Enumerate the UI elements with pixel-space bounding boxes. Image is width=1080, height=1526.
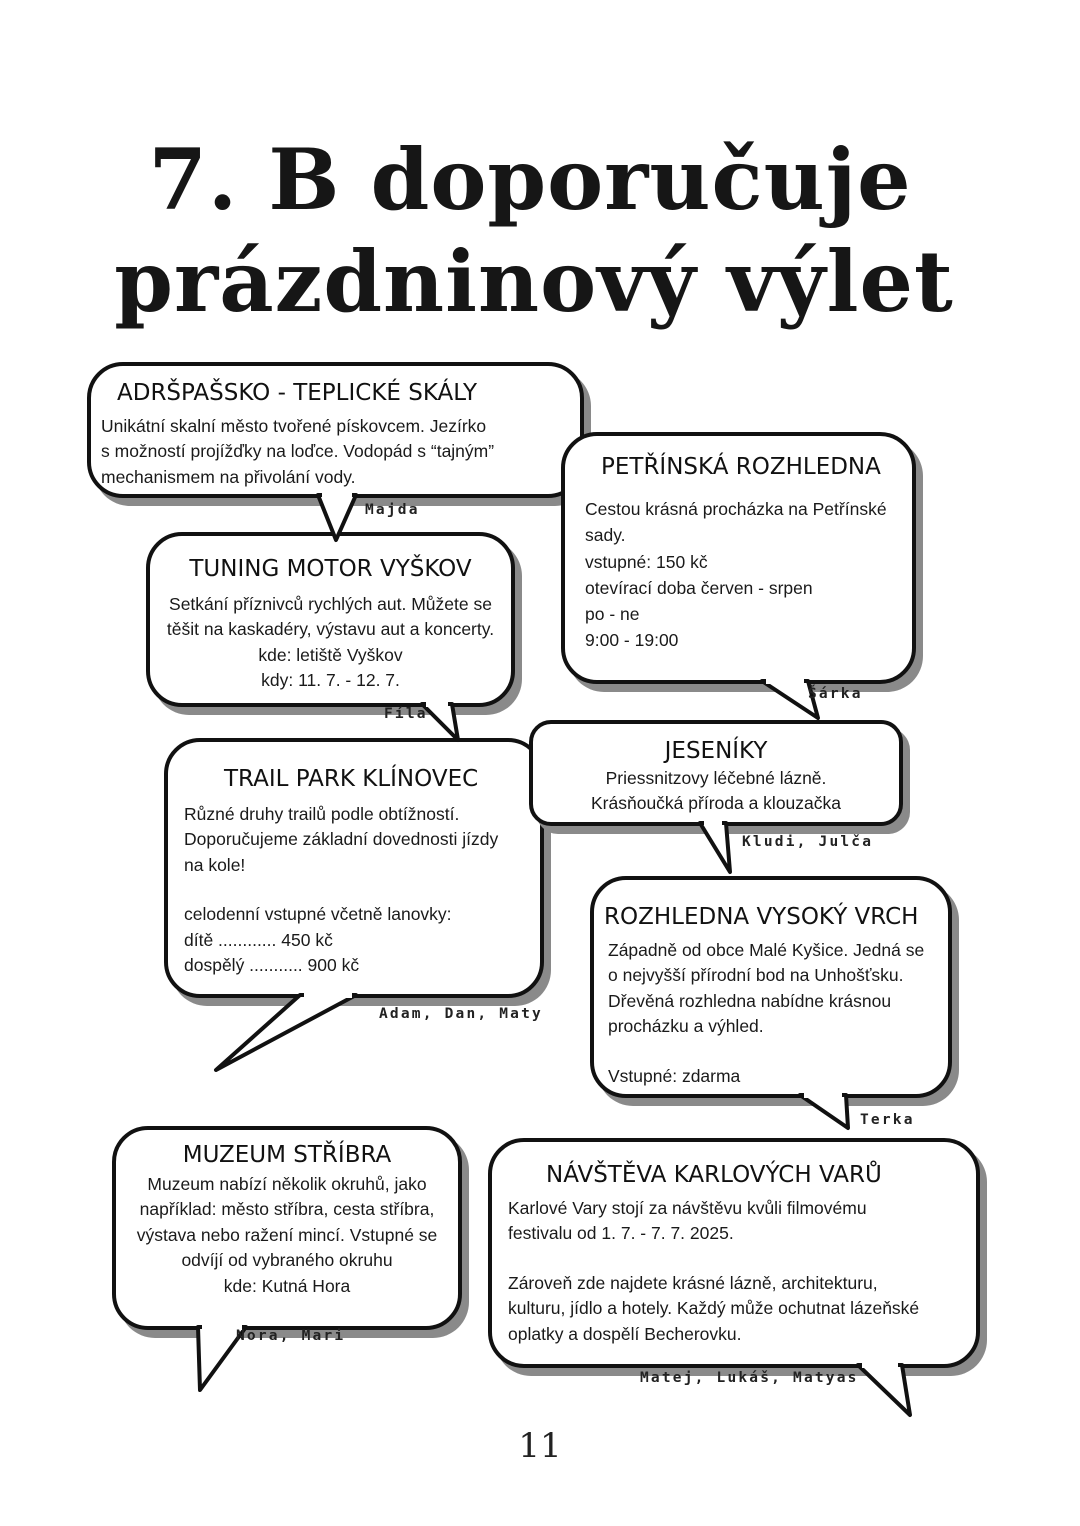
text-line: těšit na kaskadéry, výstavu aut a koncerty. xyxy=(166,619,495,640)
text-line: Setkání příznivců rychlých aut. Můžete se xyxy=(169,594,492,614)
page-number: 11 xyxy=(518,1426,562,1466)
text-line: odvíjí od vybraného okruhu xyxy=(181,1250,393,1271)
bubble-title: MUZEUM STŘÍBRA xyxy=(182,1142,392,1168)
author-matej-lukas-matyas: Matej, Lukáš, Matyas xyxy=(640,1370,859,1386)
tail-trail xyxy=(216,995,356,1070)
text-line: vstupné: 150 kč xyxy=(585,551,708,572)
text-line: Krásňoučká příroda a klouzačka xyxy=(591,793,841,814)
text-line: na kole! xyxy=(184,854,246,875)
text-line: celodenní vstupné včetně lanovky: xyxy=(184,904,452,925)
text-line: Dřevěná rozhledna nabídne krásnou xyxy=(608,990,892,1011)
text-line: s možností projížďky na loďce. Vodopád s “tajným” xyxy=(101,441,495,462)
author-terka: Terka xyxy=(860,1112,915,1128)
tail-jeseniky xyxy=(700,823,730,872)
text-line: sady. xyxy=(585,525,626,546)
text-line: Karlové Vary stojí za návštěvu kvůli filmovému xyxy=(508,1198,867,1218)
author-nora-mari: Nora, Mari xyxy=(236,1328,346,1344)
text-line: výstava nebo ražení mincí. Vstupné se xyxy=(136,1224,438,1245)
bubble-title: PETŘÍNSKÁ ROZHLEDNA xyxy=(601,454,881,480)
tail-vysoky xyxy=(800,1095,848,1128)
text-line: otevírací doba červen - srpen xyxy=(585,577,813,598)
text-line: kdy: 11. 7. - 12. 7. xyxy=(261,670,400,691)
author-majda: Majda xyxy=(365,502,420,518)
text-line: festivalu od 1. 7. - 7. 7. 2025. xyxy=(508,1223,734,1244)
text-line: oplatky a dospělí Becherovku. xyxy=(508,1323,742,1344)
text-line: kulturu, jídlo a hotely. Každý může ochutnat lázeňské xyxy=(508,1298,920,1319)
text-line: Zároveň zde najdete krásné lázně, architekturu, xyxy=(508,1272,878,1293)
bubble-title: ADRŠPAŠSKO - TEPLICKÉ SKÁLY xyxy=(117,380,478,406)
text-line: kde: Kutná Hora xyxy=(223,1275,351,1296)
text-line: dítě ............ 450 kč xyxy=(184,929,333,950)
tail-adrspach xyxy=(318,495,356,540)
text-line: Doporučujeme základní dovednosti jízdy xyxy=(184,829,499,850)
text-line: Vstupné: zdarma xyxy=(608,1065,741,1086)
text-line: po - ne xyxy=(585,604,640,624)
bubble-title: JESENÍKY xyxy=(664,738,768,764)
bubble-title: ROZHLEDNA VYSOKÝ VRCH xyxy=(604,904,919,930)
author-fila: Fíla xyxy=(384,706,428,722)
text-line: mechanismem na přivolání vody. xyxy=(101,466,356,487)
text-line: Priessnitzovy léčebné lázně. xyxy=(605,768,827,788)
text-line: Cestou krásná procházka na Petřínské xyxy=(585,499,887,519)
text-line: 9:00 - 19:00 xyxy=(585,630,679,651)
text-line: kde: letiště Vyškov xyxy=(258,644,403,665)
text-line: například: město stříbra, cesta stříbra, xyxy=(139,1199,435,1220)
text-line: Muzeum nabízí několik okruhů, jako xyxy=(147,1174,427,1194)
text-line: Různé druhy trailů podle obtížností. xyxy=(184,804,460,824)
bubble-title: TUNING MOTOR VYŠKOV xyxy=(189,556,472,582)
tail-karlovy xyxy=(858,1365,910,1415)
author-sarka: Šárka xyxy=(808,686,863,702)
bubble-title: NÁVŠTĚVA KARLOVÝCH VARŮ xyxy=(546,1162,882,1188)
text-line: dospělý ........... 900 kč xyxy=(184,954,360,975)
author-kludi-julca: Kludi, Julča xyxy=(742,834,874,850)
text-line: procházku a výhled. xyxy=(608,1016,764,1037)
page-title-line-2: prázdninový výlet xyxy=(114,232,954,331)
page-title-line-1: 7. B doporučuje xyxy=(148,130,912,229)
text-line: Západně od obce Malé Kyšice. Jedná se xyxy=(608,940,925,960)
bubble-title: TRAIL PARK KLÍNOVEC xyxy=(224,766,479,792)
text-line: o nejvyšší přírodní bod na Unhošťsku. xyxy=(608,965,904,986)
author-adam-dan-maty: Adam, Dan, Maty xyxy=(379,1006,543,1022)
text-line: Unikátní skalní město tvořené pískovcem. Jezírko xyxy=(101,416,487,436)
